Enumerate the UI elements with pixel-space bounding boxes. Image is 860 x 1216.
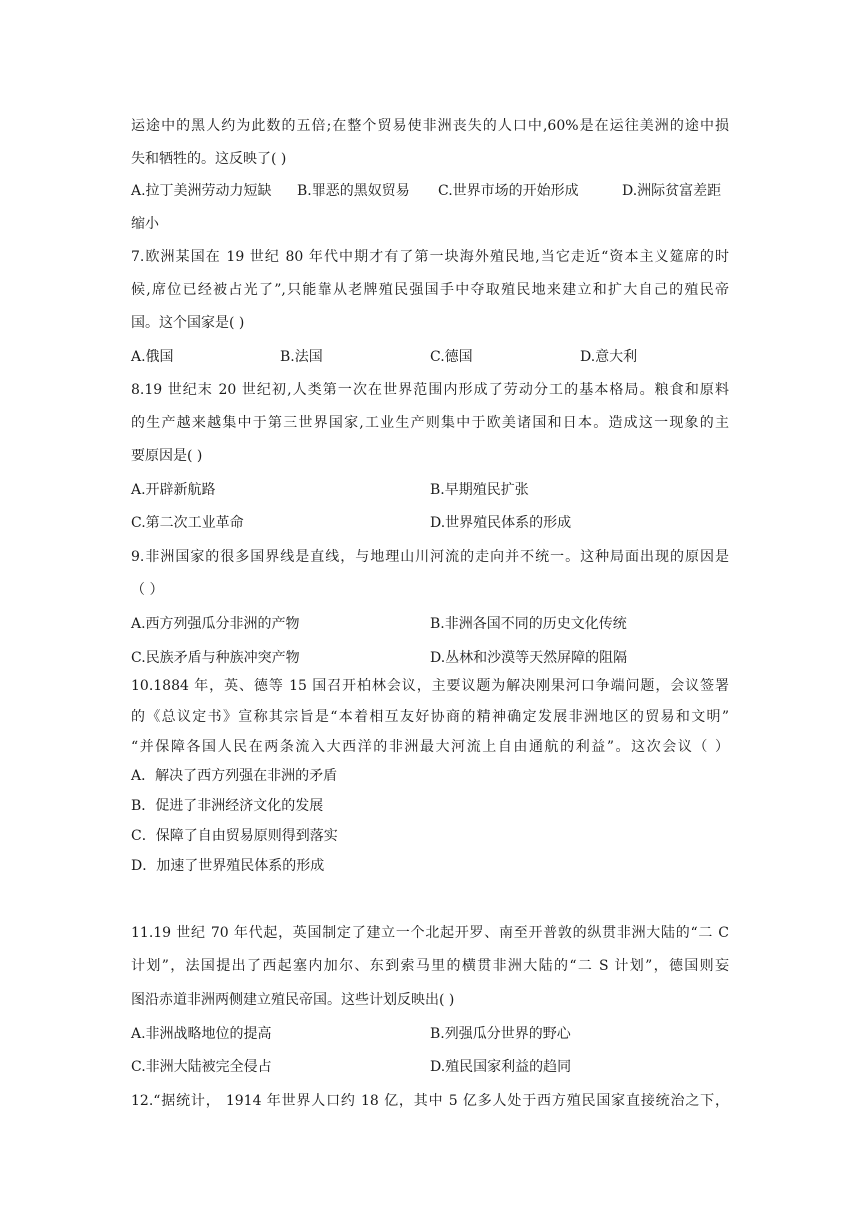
q11-option-b: B.列强瓜分世界的野心 xyxy=(430,1026,571,1042)
q7-option-d: D.意大利 xyxy=(580,349,638,365)
q9-option-a: A.西方列强瓜分非洲的产物 xyxy=(131,616,300,632)
q9-line-1: 9.非洲国家的很多国界线是直线，与地理山川河流的走向并不统一。这种局面出现的原因是 xyxy=(131,549,729,565)
q8-option-a: A.开辟新航路 xyxy=(131,482,216,498)
q7-option-b: B.法国 xyxy=(280,349,323,365)
q12-line-1: 12.“据统计， 1914 年世界人口约 18 亿，其中 5 亿多人处于西方殖民国家直接统治之下， xyxy=(131,1093,729,1109)
q10-option-c: C．保障了自由贸易原则得到落实 xyxy=(131,828,338,844)
q9-line-2: （ ） xyxy=(131,582,164,598)
q10-line-1: 10.1884 年，英、德等 15 国召开柏林会议，主要议题为解决刚果河口争端问题，会议签署 xyxy=(131,678,729,694)
q10-line-2: 的《总议定书》宣称其宗旨是“本着相互友好协商的精神确定发展非洲地区的贸易和文明” xyxy=(131,709,729,725)
q11-option-d: D.殖民国家利益的趋同 xyxy=(430,1059,572,1075)
q11-line-2: 计划”，法国提出了西起塞内加尔、东到索马里的横贯非洲大陆的“二 S 计划”，德国则妄 xyxy=(131,958,729,974)
q10-line-3: “并保障各国人民在两条流入大西洋的非洲最大河流上自由通航的利益”。这次会议（ ） xyxy=(131,739,729,755)
q6-option-c: C.世界市场的开始形成 xyxy=(438,183,579,199)
q7-option-a: A.俄国 xyxy=(131,349,174,365)
q10-option-b: B．促进了非洲经济文化的发展 xyxy=(131,798,324,814)
q6-option-d-continued: 缩小 xyxy=(131,216,159,232)
q8-line-3: 要原因是( ) xyxy=(131,448,203,464)
q11-option-a: A.非洲战略地位的提高 xyxy=(131,1026,272,1042)
q8-line-1: 8.19 世纪末 20 世纪初,人类第一次在世界范围内形成了劳动分工的基本格局。粮食和原料 xyxy=(131,382,729,398)
q11-line-1: 11.19 世纪 70 年代起，英国制定了建立一个北起开罗、南至开普敦的纵贯非洲大陆的“二 C xyxy=(131,925,729,941)
q6-option-a: A.拉丁美洲劳动力短缺 xyxy=(131,183,272,199)
q8-option-c: C.第二次工业革命 xyxy=(131,515,244,531)
q6-option-d: D.洲际贫富差距 xyxy=(622,183,722,199)
q7-line-2: 候,席位已经被占光了”,只能靠从老牌殖民强国手中夺取殖民地来建立和扩大自己的殖民帝 xyxy=(131,282,729,298)
q11-option-c: C.非洲大陆被完全侵占 xyxy=(131,1059,272,1075)
q11-line-3: 图沿赤道非洲两侧建立殖民帝国。这些计划反映出( ) xyxy=(131,992,455,1008)
q8-option-b: B.早期殖民扩张 xyxy=(430,482,529,498)
q7-option-c: C.德国 xyxy=(430,349,473,365)
q7-line-1: 7.欧洲某国在 19 世纪 80 年代中期才有了第一块海外殖民地,当它走近“资本主义筵席的时 xyxy=(131,249,729,265)
q6-line-2: 失和牺牲的。这反映了( ) xyxy=(131,151,287,167)
q7-line-3: 国。这个国家是( ) xyxy=(131,315,245,331)
q9-option-d: D.丛林和沙漠等天然屏障的阻隔 xyxy=(430,650,628,666)
q6-line-1: 运途中的黑人约为此数的五倍;在整个贸易使非洲丧失的人口中,60%是在运往美洲的途中损 xyxy=(131,118,729,134)
q9-option-b: B.非洲各国不同的历史文化传统 xyxy=(430,616,627,632)
q8-line-2: 的生产越来越集中于第三世界国家,工业生产则集中于欧美诸国和日本。造成这一现象的主 xyxy=(131,415,729,431)
q10-option-a: A．解决了西方列强在非洲的矛盾 xyxy=(131,768,338,784)
q6-option-b: B.罪恶的黑奴贸易 xyxy=(297,183,410,199)
q8-option-d: D.世界殖民体系的形成 xyxy=(430,515,572,531)
q9-option-c: C.民族矛盾与种族冲突产物 xyxy=(131,650,300,666)
q10-option-d: D．加速了世界殖民体系的形成 xyxy=(131,858,325,874)
